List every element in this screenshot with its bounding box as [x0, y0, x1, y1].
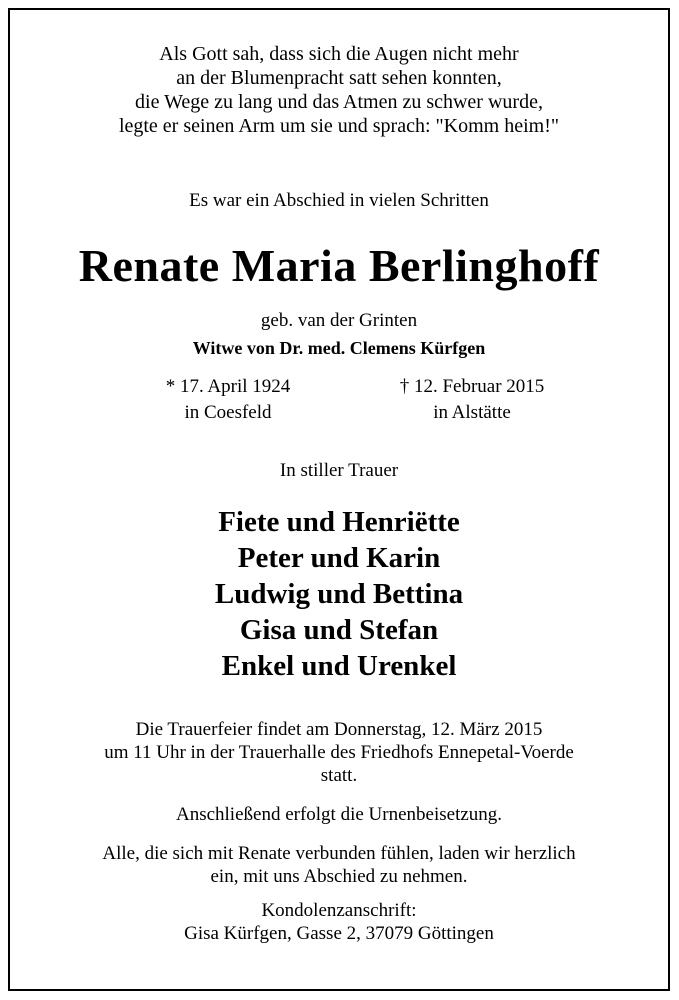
family-line-2: Peter und Karin	[237, 542, 441, 574]
condolence-address: Gisa Kürfgen, Gasse 2, 37079 Göttingen	[184, 923, 494, 944]
funeral-line-1: Die Trauerfeier findet am Donnerstag, 12. März 2015	[135, 719, 543, 740]
invitation-line-1: Alle, die sich mit Renate verbunden fühlen, laden wir herzlich	[102, 843, 576, 864]
mourning-label: In stiller Trauer	[279, 460, 399, 481]
poem-line-3: die Wege zu lang und das Atmen zu schwer wurde,	[135, 91, 543, 113]
poem-line-2: an der Blumenpracht satt sehen konnten,	[176, 67, 502, 89]
poem-line-4: legte er seinen Arm um sie und sprach: "Komm heim!"	[118, 115, 560, 137]
death-place: in Alstätte	[433, 402, 511, 423]
deceased-name: Renate Maria Berlinghoff	[78, 240, 600, 291]
funeral-line-3: statt.	[320, 765, 358, 786]
funeral-line-2: um 11 Uhr in der Trauerhalle des Friedhofs Ennepetal-Voerde	[104, 742, 574, 763]
burial-note: Anschließend erfolgt die Urnenbeisetzung.	[175, 804, 503, 825]
invitation-line-2: ein, mit uns Abschied zu nehmen.	[210, 866, 468, 887]
death-date: † 12. Februar 2015	[399, 376, 545, 397]
poem-line-1: Als Gott sah, dass sich die Augen nicht mehr	[159, 43, 519, 65]
birth-name: geb. van der Grinten	[260, 310, 418, 331]
condolence-label: Kondolenzanschrift:	[261, 900, 417, 921]
widow-of: Witwe von Dr. med. Clemens Kürfgen	[192, 338, 486, 358]
obituary-notice	[8, 8, 670, 991]
birth-date: * 17. April 1924	[165, 376, 291, 397]
birth-place: in Coesfeld	[184, 402, 272, 423]
family-line-1: Fiete und Henriëtte	[218, 506, 460, 538]
farewell-intro: Es war ein Abschied in vielen Schritten	[189, 190, 489, 211]
family-line-4: Gisa und Stefan	[239, 614, 439, 646]
family-line-5: Enkel und Urenkel	[221, 650, 457, 682]
family-line-3: Ludwig und Bettina	[214, 578, 464, 610]
